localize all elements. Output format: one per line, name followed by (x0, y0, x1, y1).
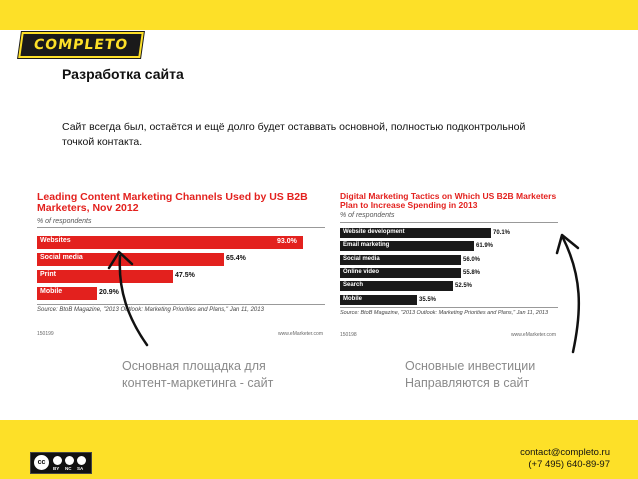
bar-category-label: Mobile (343, 295, 362, 302)
right-arrow-icon (563, 238, 579, 352)
bar-category-label: Mobile (40, 288, 63, 295)
chart-bar (37, 236, 303, 249)
caption-right (405, 358, 535, 392)
caption-right-line1: Основные инвестиции (405, 359, 536, 373)
chart-bar (340, 255, 461, 265)
completo-logo[interactable] (18, 32, 144, 58)
license-term-sa: SA (77, 466, 84, 471)
chart-digital-marketing-tactics (340, 190, 558, 340)
chart-subtitle: % of respondents (340, 212, 395, 219)
bar-value-label: 35.5% (419, 296, 437, 303)
bar-value-label: 56.0% (463, 256, 481, 263)
bar-category-label: Website development (343, 229, 405, 235)
chart-id: 150198 (340, 332, 357, 338)
chart-bar (340, 241, 474, 251)
top-yellow-band (0, 0, 638, 30)
caption-right-line2: Направляются в сайт (405, 376, 530, 390)
bar-value-label: 47.5% (175, 272, 195, 279)
chart-top-rule (340, 222, 558, 223)
license-term-by: BY (53, 466, 60, 471)
chart-bar (340, 281, 453, 291)
nc-icon (65, 456, 74, 465)
bar-category-label: Search (343, 282, 364, 289)
cc-icon: cc (34, 455, 49, 470)
chart-bar (37, 287, 97, 300)
chart-site: www.eMarketer.com (277, 331, 323, 337)
bar-value-label: 70.1% (493, 230, 511, 236)
bar-category-label: Print (40, 271, 56, 278)
caption-left (122, 358, 273, 392)
slide-intro-text: Сайт всегда был, остаётся и ещё долго будет оставвать основной, полностью подконтрольной точкой контакта. (62, 121, 526, 148)
chart-bar (37, 270, 173, 283)
chart-title: Digital Marketing Tactics on Which US B2B Marketers Plan to Increase Spending in 2013 (340, 191, 557, 210)
bar-category-label: Online video (343, 268, 380, 275)
chart-bottom-rule (37, 304, 325, 305)
chart-bar (340, 295, 417, 305)
bar-value-label: 61.9% (476, 243, 494, 250)
contact-email[interactable]: contact@completo.ru (520, 447, 610, 458)
bar-category-label: Social media (40, 254, 83, 261)
chart-id: 150199 (37, 331, 54, 337)
bar-value-label: 55.8% (463, 269, 481, 276)
bar-value-label: 93.0% (277, 238, 297, 245)
right-arrowhead-icon (557, 235, 578, 253)
contact-info (520, 447, 610, 471)
chart-subtitle: % of respondents (37, 218, 92, 225)
chart-title: Leading Content Marketing Channels Used by US B2B Marketers, Nov 2012 (37, 191, 308, 214)
bar-value-label: 65.4% (226, 255, 246, 262)
bar-category-label: Email marketing (343, 242, 390, 249)
cc-license-badge[interactable] (30, 452, 92, 474)
by-icon (53, 456, 62, 465)
license-term-nc: NC (65, 466, 72, 471)
chart-bar (340, 228, 491, 238)
contact-phone: (+7 495) 640-89-97 (528, 459, 610, 470)
chart-bar (37, 253, 224, 266)
caption-left-line2: контент-маркетинга - сайт (122, 376, 274, 390)
top-banner (0, 0, 638, 60)
bar-value-label: 52.5% (455, 283, 473, 290)
chart-source: Source: BtoB Magazine, "2013 Outlook: Marketing Priorities and Plans," Jan 11, 2013 (37, 307, 264, 313)
caption-left-line1: Основная площадка для (122, 359, 266, 373)
slide-title: Разработка сайта (62, 66, 184, 82)
chart-bar (340, 268, 461, 278)
chart-content-marketing-channels (37, 190, 325, 346)
logo-text: COMPLETO (32, 37, 130, 53)
chart-bottom-rule (340, 307, 558, 308)
chart-top-rule (37, 227, 325, 228)
sa-icon (77, 456, 86, 465)
chart-site: www.eMarketer.com (510, 332, 556, 338)
chart-source: Source: BtoB Magazine, "2013 Outlook: Marketing Priorities and Plans," Jan 11, 2013 (340, 310, 549, 316)
bar-category-label: Websites (40, 237, 71, 244)
bar-value-label: 20.9% (99, 289, 119, 296)
bar-category-label: Social media (343, 255, 380, 262)
